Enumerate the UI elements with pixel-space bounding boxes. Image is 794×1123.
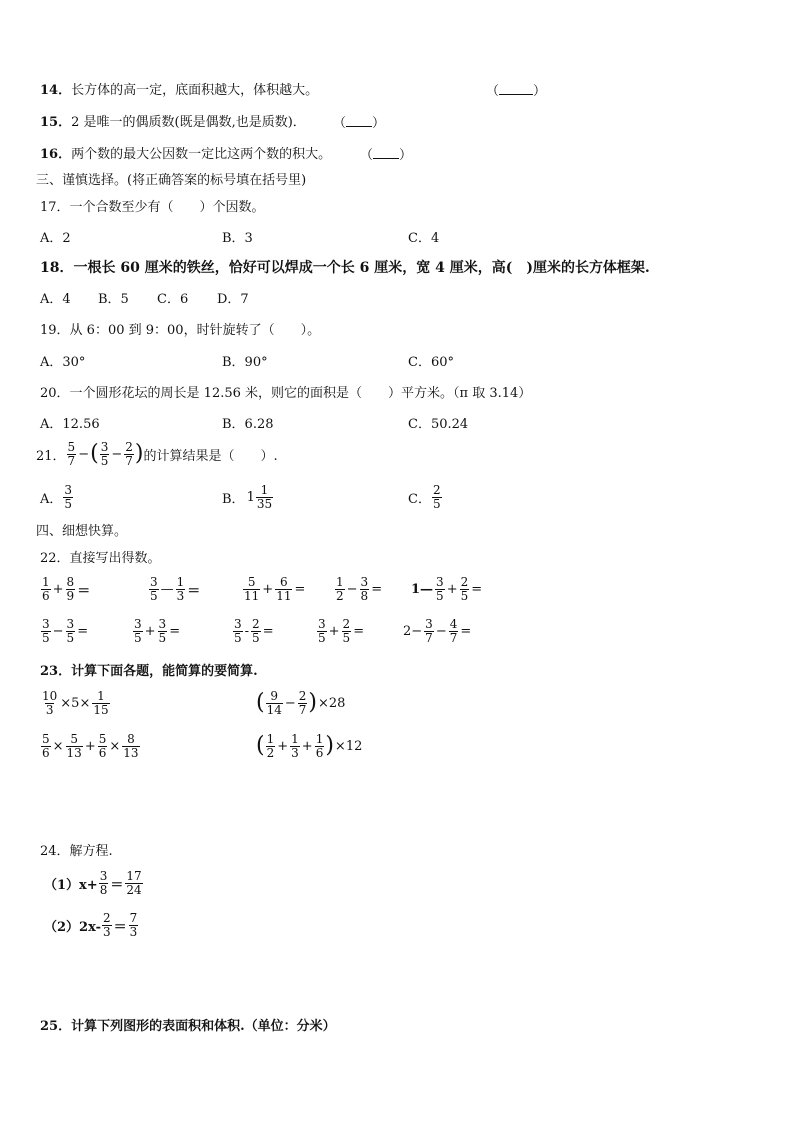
option-19-b[interactable]: B．90°: [222, 355, 268, 370]
option-20-a[interactable]: A．12.56: [40, 417, 100, 432]
fraction: $\frac{10}{3}$: [42, 689, 58, 717]
option-18-d[interactable]: D．7: [217, 292, 249, 307]
calc-22-1: $\frac{1}{6}$ + $\frac{8}{9}$ ＝: [42, 575, 91, 603]
fraction: $\frac{1}{3}$: [176, 575, 185, 603]
calc-23-4: ( $\frac{1}{2}$ + $\frac{1}{3}$ + $\frac{1}{6}$ ) ×12: [256, 732, 363, 760]
fraction: $\frac{3}{5}$: [134, 617, 142, 645]
fraction: $\frac{9}{14}$: [266, 689, 282, 717]
calc-23-2: ( $\frac{9}{14}$ − $\frac{2}{7}$ ) ×28: [256, 689, 346, 717]
fraction: $\frac{3}{5}$: [42, 617, 50, 645]
option-18-c[interactable]: C．6: [157, 292, 189, 307]
answer-blank-14[interactable]: （ ）: [486, 84, 547, 99]
option-21-c[interactable]: C． $\frac{2}{5}$: [408, 483, 441, 511]
calc-22-7: $\frac{3}{5}$ + $\frac{3}{5}$ =: [134, 617, 181, 645]
fraction: $\frac{3}{5}$: [66, 617, 75, 645]
option-17-c[interactable]: C．4: [408, 231, 440, 246]
option-19-c[interactable]: C．60°: [408, 355, 454, 370]
question-17: 17．一个合数至少有（ ）个因数。: [40, 200, 265, 215]
section-heading-4: 四、细想快算。: [36, 524, 128, 539]
calc-22-10: 2− $\frac{3}{7}$ − $\frac{4}{7}$ =: [403, 617, 472, 645]
fraction: $\frac{4}{7}$: [449, 617, 458, 645]
question-15: [40, 116, 306, 129]
question-text: 的计算结果是（ ）.: [143, 448, 278, 464]
fraction: $\frac{17}{24}$: [126, 869, 142, 897]
question-18: 18．一根长 60 厘米的铁丝，恰好可以焊成一个长 6 厘米，宽 4 厘米，高( )厘米的长方体框架.: [40, 260, 650, 276]
fraction: $\frac{1}{3}$: [291, 732, 299, 760]
question-number: 16．: [40, 147, 72, 162]
question-16: [40, 148, 331, 161]
question-number: 15．: [40, 115, 72, 130]
question-14: [40, 84, 318, 97]
question-21: 21． $\frac{5}{7}$ − ( $\frac{3}{5}$ − $\frac{2}{7}$ ) 的计算结果是（ ）.: [36, 440, 278, 468]
fraction: $\frac{3}{5}$: [100, 440, 109, 468]
question-text: 两个数的最大公因数一定比这两个数的积大。: [71, 147, 332, 162]
calc-22-2: $\frac{3}{5}$ — $\frac{1}{3}$ ＝: [150, 575, 201, 603]
question-24: 24．解方程.: [40, 844, 113, 859]
calc-22-6: $\frac{3}{5}$ − $\frac{3}{5}$ =: [42, 617, 89, 645]
option-21-a[interactable]: A． $\frac{3}{5}$: [40, 483, 73, 511]
calc-23-3: $\frac{5}{6}$ × $\frac{5}{13}$ + $\frac{5}{6}$ × $\frac{8}{13}$: [42, 732, 139, 760]
fraction: $\frac{3}{5}$: [318, 617, 326, 645]
question-19: 19．从 6：00 到 9：00，时针旋转了（ ）。: [40, 323, 321, 338]
fraction: $\frac{6}{11}$: [276, 575, 292, 603]
fraction: $\frac{2}{5}$: [252, 617, 260, 645]
fraction: $\frac{3}{5}$: [158, 617, 167, 645]
equation-2: （2）2x- $\frac{2}{3}$ ＝ $\frac{7}{3}$: [44, 911, 138, 939]
fraction: $\frac{1}{2}$: [336, 575, 344, 603]
fraction: $\frac{5}{7}$: [67, 440, 76, 468]
fraction: $\frac{2}{7}$: [298, 689, 307, 717]
option-19-a[interactable]: A．30°: [40, 355, 86, 370]
fraction: $\frac{8}{9}$: [66, 575, 75, 603]
question-text: 长方体的高一定，底面积越大，体积越大。: [71, 83, 319, 98]
option-20-c[interactable]: C．50.24: [408, 417, 469, 432]
option-20-b[interactable]: B．6.28: [222, 417, 274, 432]
fraction: $\frac{2}{3}$: [103, 911, 111, 939]
fraction: $\frac{3}{5}$: [150, 575, 158, 603]
fraction: $\frac{3}{8}$: [360, 575, 369, 603]
fraction: $\frac{1}{2}$: [266, 732, 275, 760]
question-23: 23．计算下面各题，能简算的要简算.: [40, 664, 258, 679]
question-22: 22．直接写出得数。: [40, 551, 161, 566]
equation-1: （1）x+ $\frac{3}{8}$ ＝ $\frac{17}{24}$: [44, 869, 142, 897]
option-17-b[interactable]: B．3: [222, 231, 253, 246]
fraction: $\frac{3}{8}$: [99, 869, 108, 897]
option-17-a[interactable]: A．2: [40, 231, 71, 246]
option-18-a[interactable]: A．4: [40, 292, 71, 307]
fraction: $\frac{3}{5}$: [436, 575, 444, 603]
answer-blank-16[interactable]: （ ）: [360, 148, 413, 163]
fraction: $\frac{2}{5}$: [342, 617, 351, 645]
question-25: 25．计算下列图形的表面积和体积.（单位：分米）: [40, 1019, 336, 1034]
fraction: $\frac{3}{5}$: [64, 483, 73, 511]
fraction: $\frac{3}{7}$: [425, 617, 433, 645]
fraction: $\frac{5}{11}$: [244, 575, 260, 603]
fraction: $\frac{5}{6}$: [42, 732, 50, 760]
question-text: 2 是唯一的偶质数(既是偶数,也是质数)．: [71, 115, 306, 130]
calc-22-4: $\frac{1}{2}$ − $\frac{3}{8}$ =: [336, 575, 383, 603]
calc-22-3: $\frac{5}{11}$ + $\frac{6}{11}$ =: [244, 575, 306, 603]
option-21-b[interactable]: B． 1 $\frac{1}{35}$: [222, 483, 273, 511]
fraction: $\frac{5}{6}$: [98, 732, 107, 760]
calc-23-1: $\frac{10}{3}$ ×5× $\frac{1}{15}$: [42, 689, 109, 717]
fraction: $\frac{1}{15}$: [93, 689, 109, 717]
fraction: $\frac{7}{3}$: [129, 911, 138, 939]
fraction: $\frac{1}{6}$: [315, 732, 324, 760]
calc-22-5: 1— $\frac{3}{5}$ + $\frac{2}{5}$ =: [411, 575, 483, 603]
calc-22-8: $\frac{3}{5}$ - $\frac{2}{5}$ =: [234, 617, 274, 645]
fraction: $\frac{8}{13}$: [123, 732, 139, 760]
fraction: $\frac{1}{35}$: [256, 483, 273, 511]
fraction: $\frac{2}{5}$: [460, 575, 469, 603]
option-18-b[interactable]: B．5: [98, 292, 129, 307]
question-20: 20．一个圆形花坛的周长是 12.56 米，则它的面积是（ ）平方米。（π 取 3.14）: [40, 386, 532, 401]
question-number: 21．: [36, 448, 66, 464]
question-number: 14．: [40, 83, 72, 98]
fraction: $\frac{2}{7}$: [125, 440, 133, 468]
fraction: $\frac{1}{6}$: [42, 575, 50, 603]
fraction: $\frac{2}{5}$: [432, 483, 441, 511]
calc-22-9: $\frac{3}{5}$ + $\frac{2}{5}$ =: [318, 617, 365, 645]
fraction: $\frac{5}{13}$: [66, 732, 82, 760]
fraction: $\frac{3}{5}$: [234, 617, 242, 645]
answer-blank-15[interactable]: （ ）: [333, 116, 386, 131]
section-heading-3: 三、谨慎选择。(将正确答案的标号填在括号里): [36, 173, 307, 188]
